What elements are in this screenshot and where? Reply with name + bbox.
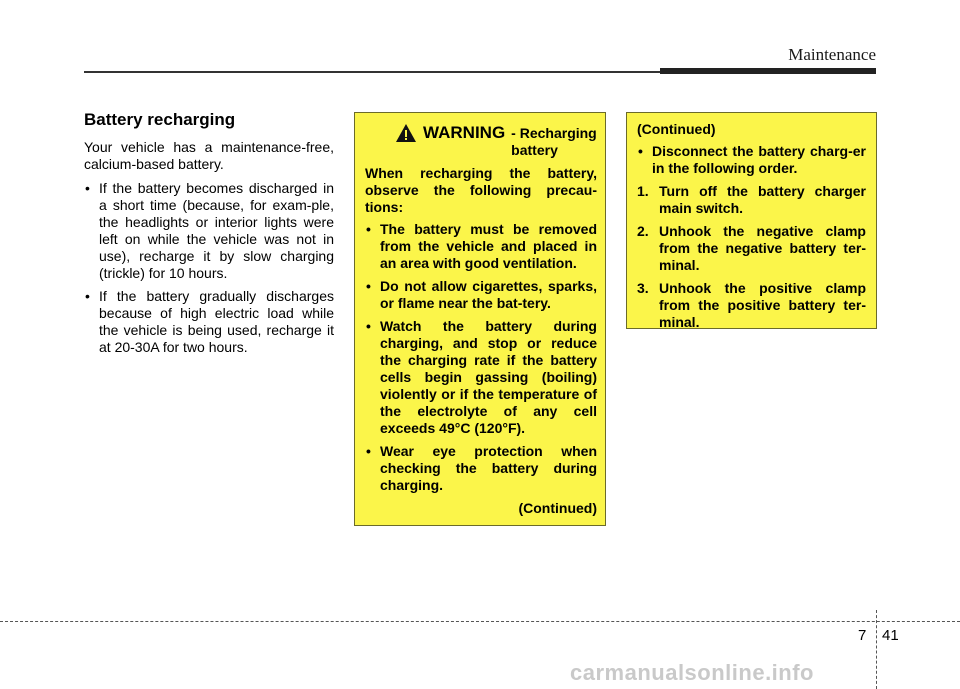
warning-label: WARNING: [423, 123, 506, 142]
list-item: • Do not allow cigarettes, sparks, or flame near the bat-tery.: [366, 278, 597, 311]
continued-box: [626, 112, 877, 329]
step-item: 2. Unhook the negative clamp from the negative battery ter-minal.: [637, 223, 866, 273]
warning-box: [354, 112, 606, 526]
bullet-icon: •: [85, 288, 90, 304]
list-item: • Watch the battery during charging, and stop or reduce the charging rate if the battery cells begin gassing (boiling) violently or if the temperature of the electrolyte of any cell exceeds 49°C (120°F).: [366, 318, 597, 436]
warning-subtitle: - Recharging battery: [511, 125, 597, 158]
list-item: • If the battery becomes discharged in a short time (because, for exam-ple, the headlights or interior lights were left on while the vehicle was not in use), recharge it by slow charging (trickle) for 10 hours.: [85, 180, 334, 281]
warning-header: [395, 123, 597, 159]
bullet-icon: •: [366, 221, 371, 237]
chapter-number: 7: [858, 627, 867, 644]
watermark: carmanualsonline.info: [570, 660, 814, 685]
list-item: • If the battery gradually discharges because of high electric load while the vehicle is being used, recharge it at 20-30A for two hours.: [85, 288, 334, 355]
bullet-icon: •: [366, 318, 371, 334]
steps-list: [637, 183, 866, 331]
continued-header: (Continued): [637, 121, 716, 137]
list-item: • Disconnect the battery charg-er in the following order.: [638, 143, 866, 176]
footer-rule: [0, 621, 960, 622]
intro-paragraph: Your vehicle has a maintenance-free, calcium-based battery.: [84, 139, 334, 172]
continued-bullet-list: [637, 143, 866, 177]
left-column: [84, 110, 334, 362]
step-item: 3. Unhook the positive clamp from the positive battery ter-minal.: [637, 280, 866, 330]
step-item: 1. Turn off the battery charger main switch.: [637, 183, 866, 216]
bullet-icon: •: [638, 143, 643, 159]
list-item: • Wear eye protection when checking the battery during charging.: [366, 443, 597, 493]
left-bullet-list: [84, 180, 334, 356]
bullet-icon: •: [366, 443, 371, 459]
warning-list: [365, 221, 597, 494]
battery-recharging-heading: Battery recharging: [84, 110, 236, 129]
header-rule-thin: [84, 71, 664, 73]
footer-divider: [876, 610, 877, 689]
bullet-icon: •: [366, 278, 371, 294]
bullet-icon: •: [85, 180, 90, 196]
list-item: • The battery must be removed from the vehicle and placed in an area with good ventilation.: [366, 221, 597, 271]
header-rule-thick: [660, 68, 876, 74]
section-title: Maintenance: [788, 45, 876, 64]
continued-label: (Continued): [518, 500, 597, 516]
warning-triangle-icon: [395, 123, 417, 143]
page-number: 41: [882, 627, 899, 644]
warning-intro: When recharging the battery, observe the following precau-tions:: [365, 165, 597, 215]
